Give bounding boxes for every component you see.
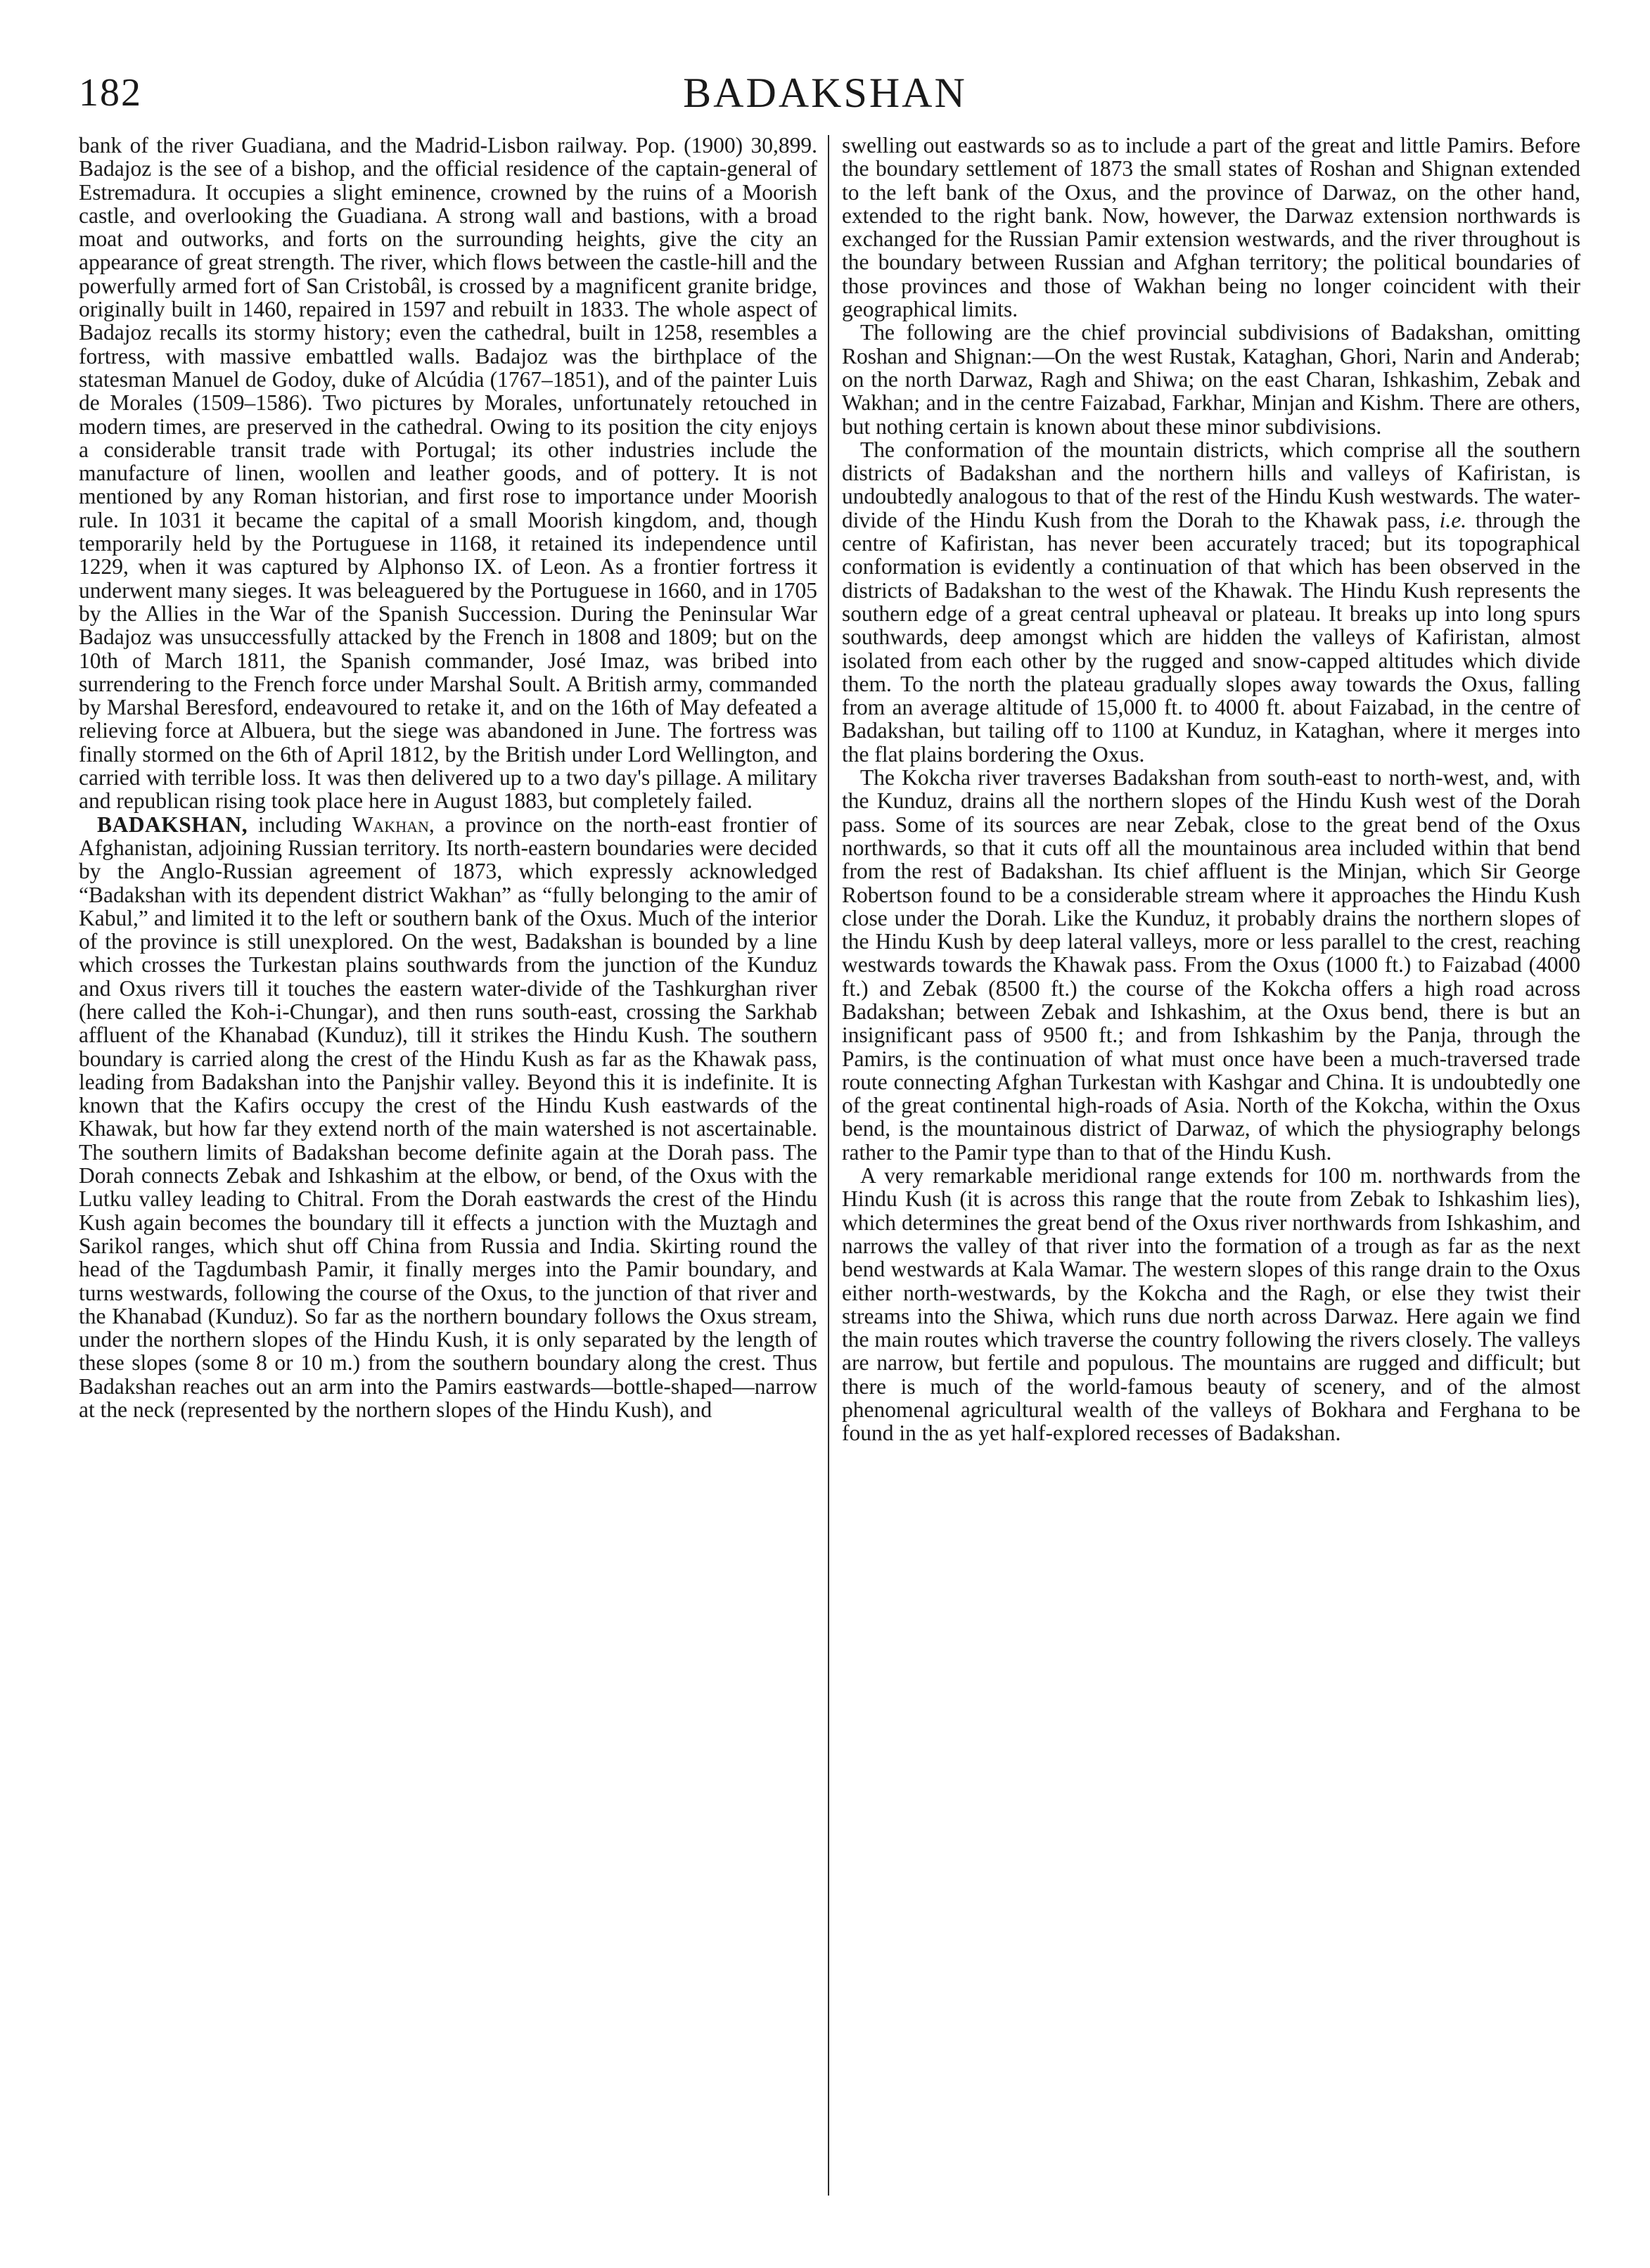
page-number: 182 <box>79 71 142 115</box>
running-head: BADAKSHAN <box>683 70 967 116</box>
subdivisions-paragraph: The following are the chief provincial subdivisions of Badakshan, omitting Roshan and Shignan:—On the west Rustak, Kataghan, Ghori, Narin and Anderab; on the north Darwaz, Ragh and Shiwa; on the east Charan, Ishkashim, Zebak and Wakhan; and in the centre Faizabad, Farkhar, Minjan and Kishm. There are others, but nothing certain is known about these minor subdivisions. <box>842 320 1580 439</box>
entry-lead-text: including <box>248 812 352 837</box>
boundary-continuation-paragraph: swelling out eastwards so as to include a part of the great and little Pamirs. Before the boundary settlement of 1873 the small states of Roshan and Shignan extended to the left bank of the Oxus, and the province of Darwaz, on the other hand, extended to the right bank. Now, however, the Darwaz extension northwards is exchanged for the Russian Pamir extension westwards, and the river throughout is the boundary between Russian and Afghan territory; the political boundaries of those provinces and those of Wakhan being no longer coincident with their geographical limits. <box>842 134 1580 322</box>
column-divider <box>828 135 829 2196</box>
conformation-text-b: through the centre of Kafiristan, has never been accurately traced; but its topographical conformation is evidently a continuation of that which has been observed in the districts of Badakshan to the west of the Khawak. The Hindu Kush represents the southern edge of a great central upheaval or plateau. It breaks up into long spurs southwards, deep amongst which are hidden the valleys of Kafiristan, almost isolated from each other by the rugged and snow-capped altitudes which divide them. To the north the plateau gradually slopes away towards the Oxus, falling from an average altitude of 15,000 ft. to 4000 ft. about Faizabad, in the centre of Badakshan, but tailing off to 1100 at Kunduz, in Kataghan, where it merges into the flat plains bordering the Oxus. <box>842 507 1580 767</box>
entry-body-text: , a province on the north-east frontier of Afghanistan, adjoining Russian territory. Its north-eastern boundaries were decided by the Anglo-Russian agreement of 1873, which expressly acknowledged “Badakshan with its dependent district Wakhan” as “fully belonging to the amir of Kabul,” and limited it to the left or southern bank of the Oxus. Much of the interior of the province is still unexplored. On the west, Badakshan is bounded by a line which crosses the Turkestan plains southwards from the junction of the Kunduz and Oxus rivers till it touches the eastern water-divide of the Tashkurghan river (here called the Koh-i-Chungar), and then runs south-east, crossing the Sarkhab affluent of the Khanabad (Kunduz), till it strikes the Hindu Kush. The southern boundary is carried along the crest of the Hindu Kush as far as the Khawak pass, leading from Badakshan into the Panjshir valley. Beyond this it is indefinite. It is known that the Kafirs occupy the crest of the Hindu Kush eastwards of the Khawak, but how far they extend north of the main watershed is not ascertainable. The southern limits of Badakshan become definite again at the Dorah pass. The Dorah connects Zebak and Ishkashim at the elbow, or bend, of the Oxus with the Lutku valley leading to Chitral. From the Dorah eastwards the crest of the Hindu Kush again becomes the boundary till it effects a junction with the Muztagh and Sarikol ranges, which shut off China from Russia and India. Skirting round the head of the Tagdumbash Pamir, it finally merges into the Pamir boundary, and turns westwards, following the course of the Oxus, to the junction of that river and the Khanabad (Kunduz). So far as the northern boundary follows the Oxus stream, under the northern slopes of the Hindu Kush, it is only separated by the length of these slopes (some 8 or 10 m.) from the southern boundary along the crest. Thus Badakshan reaches out an arm into the Pamirs eastwards—bottle-shaped—narrow at the neck (represented by the northern slopes of the Hindu Kush), and <box>79 812 817 1423</box>
badakshan-entry-paragraph <box>79 813 817 1422</box>
conformation-italic-ie: i.e. <box>1439 507 1467 532</box>
entry-smallcaps-term: Wakhan <box>352 812 429 837</box>
meridional-range-paragraph: A very remarkable meridional range extends for 100 m. northwards from the Hindu Kush (it is across this range that the route from Zebak to Ishkashim lies), which determines the great bend of the Oxus river northwards from Ishkashim, and narrows the valley of that river into the formation of a trough as far as the next bend westwards at Kala Wamar. The western slopes of this range drain to the Oxus either north-westwards, by the Kokcha and the Ragh, or else they twist their streams into the Shiwa, which runs due north across Darwaz. Here again we find the main routes which traverse the country following the rivers closely. The valleys are narrow, but fertile and populous. The mountains are rugged and difficult; but there is much of the world-famous beauty of scenery, and of the almost phenomenal agricultural wealth of the valleys of Bokhara and Ferghana to be found in the as yet half-explored recesses of Badakshan. <box>842 1163 1580 1446</box>
left-column <box>79 134 817 2208</box>
right-column <box>842 134 1580 2208</box>
kokcha-river-paragraph: The Kokcha river traverses Badakshan from south-east to north-west, and, with the Kunduz, drains all the northern slopes of the Hindu Kush west of the Dorah pass. Some of its sources are near Zebak, close to the great bend of the Oxus northwards, so that it cuts off all the mountainous area included within that bend from the rest of Badakshan. Its chief affluent is the Minjan, which Sir George Robertson found to be a considerable stream where it approaches the Hindu Kush close under the Dorah. Like the Kunduz, it probably drains the northern slopes of the Hindu Kush by deep lateral valleys, more or less parallel to the crest, reaching westwards towards the Khawak pass. From the Oxus (1000 ft.) to Faizabad (4000 ft.) and Zebak (8500 ft.) the course of the Kokcha offers a high road across Badakshan; between Zebak and Ishkashim, at the Oxus bend, there is but an insignificant pass of 9500 ft.; and from Ishkashim by the Panja, through the Pamirs, is the continuation of what must once have been a much-traversed trade route connecting Afghan Turkestan with Kashgar and China. It is undoubtedly one of the great continental high-roads of Asia. North of the Kokcha, within the Oxus bend, is the mountainous district of Darwaz, of which the physiography belongs rather to the Pamir type than to that of the Hindu Kush. <box>842 765 1580 1165</box>
mountain-conformation-paragraph <box>842 438 1580 766</box>
badajoz-continuation-paragraph: bank of the river Guadiana, and the Madrid-Lisbon railway. Pop. (1900) 30,899. Badajoz is the see of a bishop, and the official residence of the captain-general of Estremadura. It occupies a slight eminence, crowned by the ruins of a Moorish castle, and overlooking the Guadiana. A strong wall and bastions, with a broad moat and outworks, and forts on the surrounding heights, give the city an appearance of great strength. The river, which flows between the castle-hill and the powerfully armed fort of San Cristobâl, is crossed by a magnificent granite bridge, originally built in 1460, repaired in 1597 and rebuilt in 1833. The whole aspect of Badajoz recalls its stormy history; even the cathedral, built in 1258, resembles a fortress, with massive embattled walls. Badajoz was the birthplace of the statesman Manuel de Godoy, duke of Alcúdia (1767–1851), and of the painter Luis de Morales (1509–1586). Two pictures by Morales, unfortunately retouched in modern times, are preserved in the cathedral. Owing to its position the city enjoys a considerable transit trade with Portugal; its other industries include the manufacture of linen, woollen and leather goods, and of pottery. It is not mentioned by any Roman historian, and first rose to importance under Moorish rule. In 1031 it became the capital of a small Moorish kingdom, and, though temporarily held by the Portuguese in 1168, it retained its independence until 1229, when it was captured by Alphonso IX. of Leon. As a frontier fortress it underwent many sieges. It was beleaguered by the Portuguese in 1660, and in 1705 by the Allies in the War of the Spanish Succession. During the Peninsular War Badajoz was unsuccessfully attacked by the French in 1808 and 1809; but on the 10th of March 1811, the Spanish commander, José Imaz, was bribed into surrendering to the French force under Marshal Soult. A British army, commanded by Marshal Beresford, endeavoured to retake it, and on the 16th of May defeated a relieving force at Albuera, but the siege was abandoned in June. The fortress was finally stormed on the 6th of April 1812, by the British under Lord Wellington, and carried with terrible loss. It was then delivered up to a two day's pillage. A military and republican rising took place here in August 1883, but completely failed. <box>79 134 817 814</box>
entry-headword: BADAKSHAN, <box>97 812 248 837</box>
conformation-text-a: The conformation of the mountain districts, which comprise all the southern districts of Badakshan and the northern hills and valleys of Kafiristan, is undoubtedly analogous to that of the rest of the Hindu Kush westwards. The water-divide of the Hindu Kush from the Dorah to the Khawak pass, <box>842 437 1580 532</box>
page-header <box>79 65 1571 121</box>
